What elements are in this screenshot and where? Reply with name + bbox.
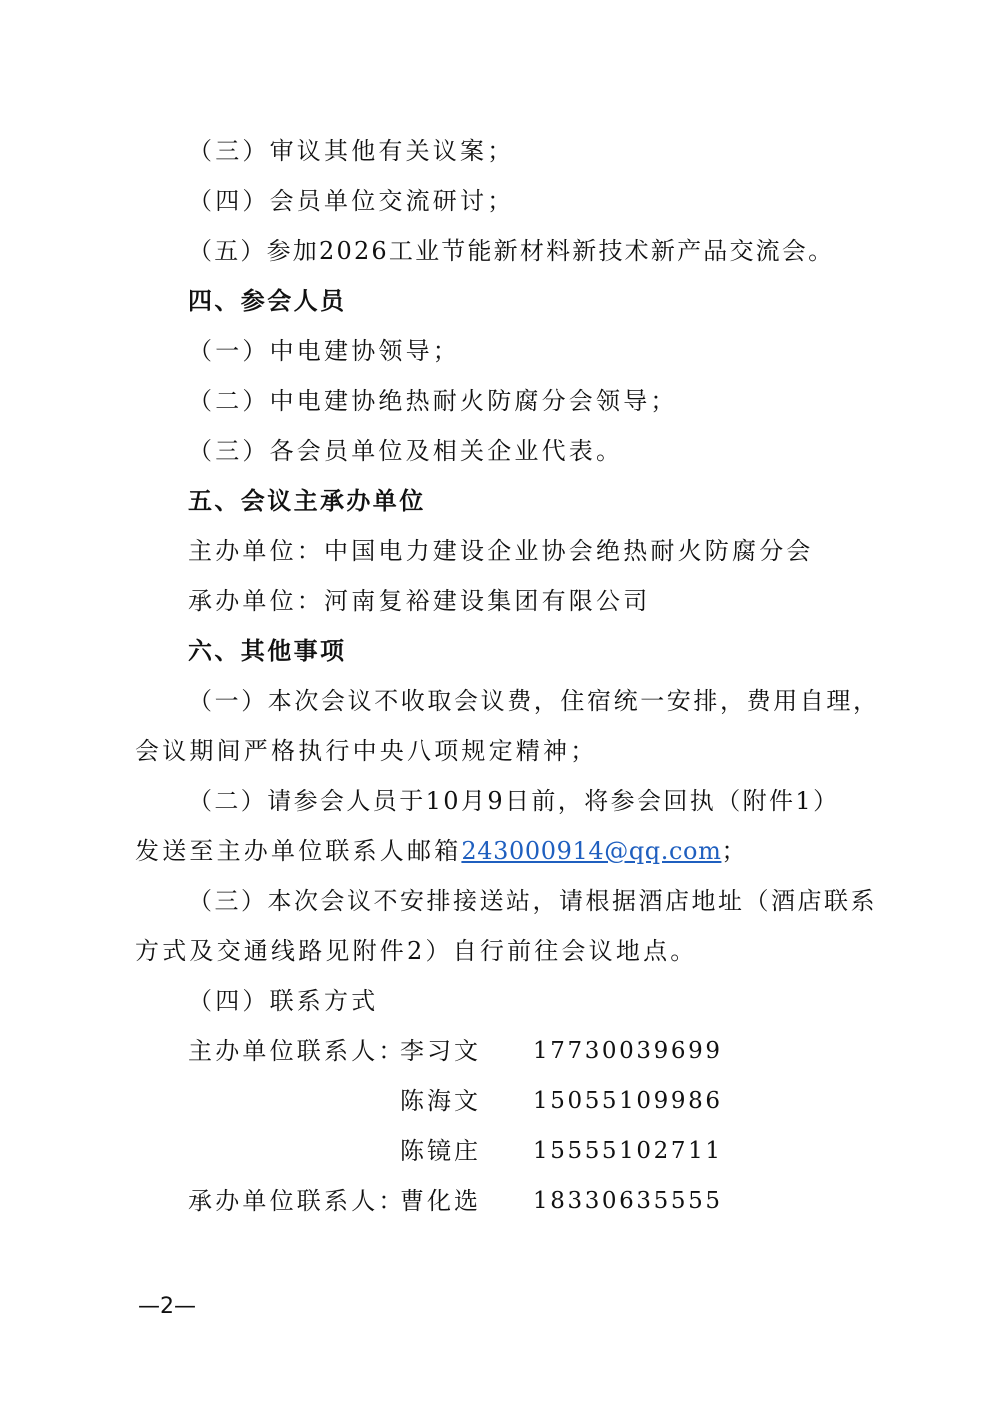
- other-item-4: （四）联系方式: [188, 987, 379, 1015]
- contact-phone: 15055109986: [533, 1088, 723, 1114]
- attendee-item-2: （二）中电建协绝热耐火防腐分会领导；: [188, 387, 678, 415]
- other-item-1-line-2: 会议期间严格执行中央八项规定精神；: [135, 737, 598, 765]
- contact-phone: 18330635555: [533, 1188, 723, 1214]
- host-contact-label: 主办单位联系人：: [188, 1037, 406, 1065]
- contact-phone: 15555102711: [533, 1138, 723, 1164]
- agenda-item-3: （三）审议其他有关议案；: [188, 137, 515, 165]
- other-item-3-line-1: （三）本次会议不安排接送站，请根据酒店地址（酒店联系: [188, 887, 877, 915]
- page-number: —2—: [138, 1294, 196, 1319]
- contact-phone: 17730039699: [533, 1038, 723, 1064]
- organizer-contact-label: 承办单位联系人：: [188, 1187, 406, 1215]
- agenda-item-5: （五）参加2026工业节能新材料新技术新产品交流会。: [188, 237, 835, 265]
- email-prefix-text: 发送至主办单位联系人邮箱: [135, 837, 462, 865]
- contact-name: 陈海文: [400, 1087, 481, 1115]
- other-item-1-line-1: （一）本次会议不收取会议费，住宿统一安排，费用自理，: [188, 687, 880, 715]
- contact-name: 陈镜庄: [400, 1137, 481, 1165]
- attendee-item-1: （一）中电建协领导；: [188, 337, 460, 365]
- contact-name: 李习文: [400, 1037, 481, 1065]
- other-item-2-line-2: [135, 836, 749, 866]
- attendee-item-3: （三）各会员单位及相关企业代表。: [188, 437, 624, 465]
- host-unit: 主办单位：中国电力建设企业协会绝热耐火防腐分会: [188, 537, 814, 565]
- contact-name: 曹化选: [400, 1187, 481, 1215]
- section-heading-organizers: 五、会议主承办单位: [188, 487, 426, 515]
- organizer-unit: 承办单位：河南复裕建设集团有限公司: [188, 587, 651, 615]
- other-item-2-line-1: （二）请参会人员于10月9日前，将参会回执（附件1）: [188, 787, 840, 815]
- contact-email-link[interactable]: 243000914@qq.com: [461, 837, 722, 865]
- other-item-3-line-2: 方式及交通线路见附件2）自行前往会议地点。: [135, 937, 698, 965]
- agenda-item-4: （四）会员单位交流研讨；: [188, 187, 515, 215]
- section-heading-other-matters: 六、其他事项: [188, 637, 347, 665]
- email-suffix-text: ；: [721, 837, 749, 865]
- section-heading-attendees: 四、参会人员: [188, 287, 347, 315]
